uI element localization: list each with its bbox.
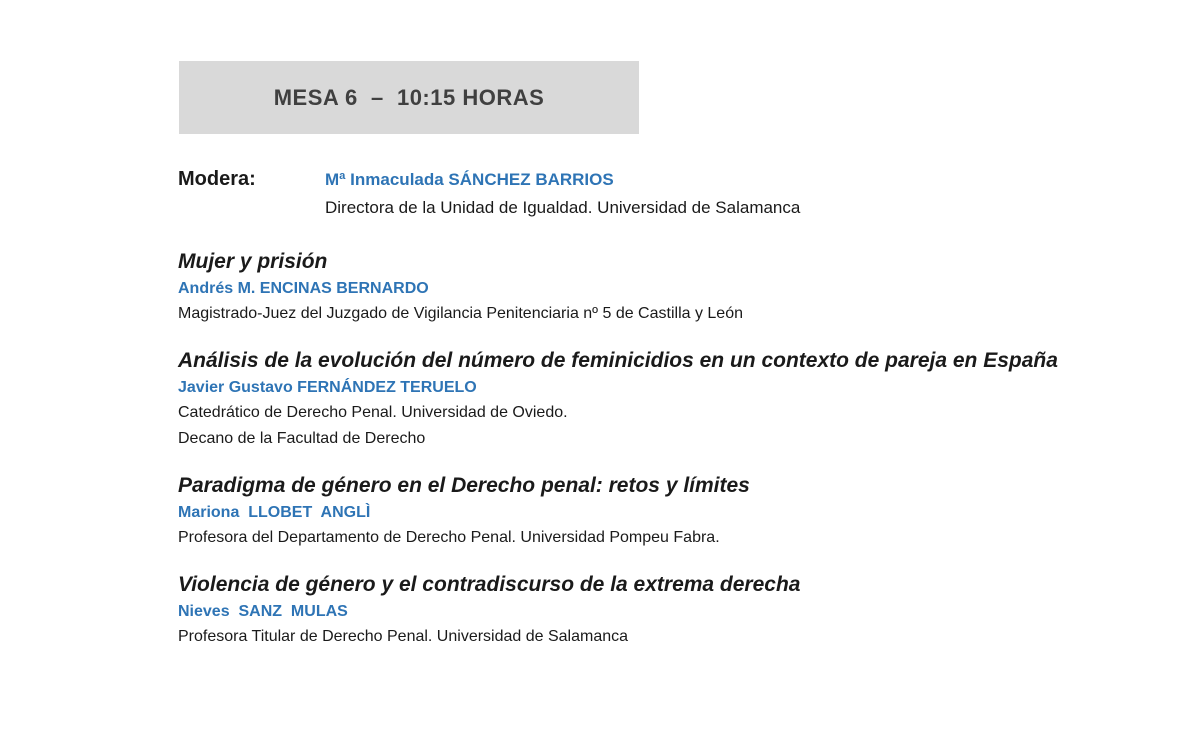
talk-affiliation: Profesora del Departamento de Derecho Penal. Universidad Pompeu Fabra. xyxy=(178,529,720,546)
cropped-text-fragment xyxy=(178,0,550,4)
moderator-role: Modera: xyxy=(178,168,256,190)
talk-item xyxy=(178,345,1138,452)
talk-affiliation: Catedrático de Derecho Penal. Universidad de Oviedo. xyxy=(178,404,568,421)
talk-affiliation: Decano de la Facultad de Derecho xyxy=(178,430,426,447)
talk-item xyxy=(178,246,1138,327)
talk-title: Paradigma de género en el Derecho penal: retos y límites xyxy=(178,474,750,497)
talk-speaker: Javier Gustavo FERNÁNDEZ TERUELO xyxy=(178,379,477,396)
talk-speaker: Mariona LLOBET ANGLÌ xyxy=(178,504,371,521)
talk-title: Mujer y prisión xyxy=(178,250,328,273)
talk-list xyxy=(178,246,1138,668)
moderator-affiliation: Directora de la Unidad de Igualdad. Universidad de Salamanca xyxy=(325,198,801,217)
talk-speaker: Andrés M. ENCINAS BERNARDO xyxy=(178,280,429,297)
talk-affiliation: Magistrado-Juez del Juzgado de Vigilancia Penitenciaria nº 5 de Castilla y León xyxy=(178,305,743,322)
talk-speaker: Nieves SANZ MULAS xyxy=(178,603,348,620)
session-label: MESA 6 – 10:15 HORAS xyxy=(273,84,545,110)
talk-title: Análisis de la evolución del número de feminicidios en un contexto de pareja en España xyxy=(178,349,1058,372)
talk-affiliation: Profesora Titular de Derecho Penal. Universidad de Salamanca xyxy=(178,628,629,645)
moderator-name: Mª Inmaculada SÁNCHEZ BARRIOS xyxy=(325,170,614,189)
talk-title: Violencia de género y el contradiscurso de la extrema derecha xyxy=(178,573,801,596)
talk-item xyxy=(178,569,1138,650)
session-header xyxy=(179,61,639,134)
talk-item xyxy=(178,470,1138,551)
